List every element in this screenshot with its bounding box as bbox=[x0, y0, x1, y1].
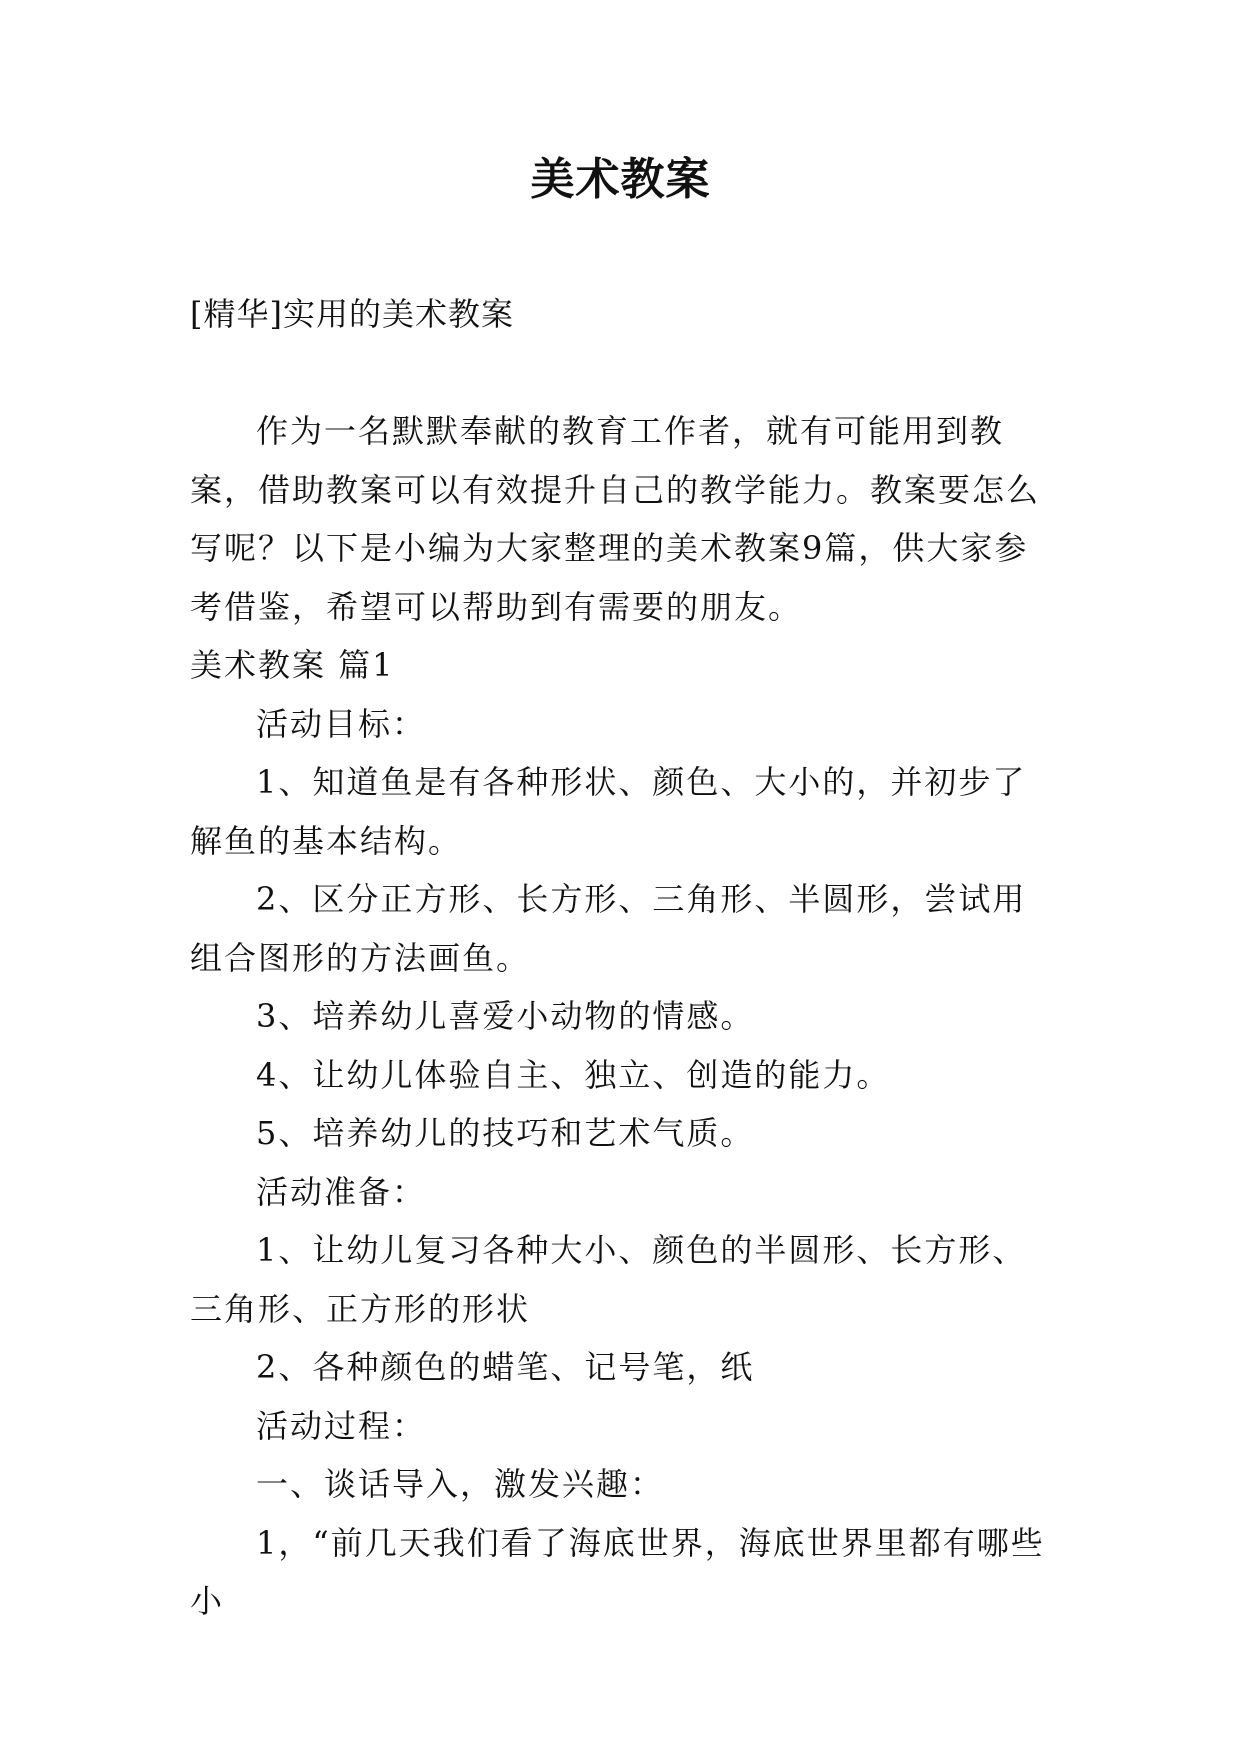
paragraph: 1、知道鱼是有各种形状、颜色、大小的，并初步了解鱼的基本结构。 bbox=[190, 763, 1027, 860]
paragraph: 2、各种颜色的蜡笔、记号笔，纸 bbox=[256, 1348, 755, 1386]
paragraph: 2、区分正方形、长方形、三角形、半圆形，尝试用组合图形的方法画鱼。 bbox=[190, 880, 1027, 977]
paragraph: 活动目标： bbox=[256, 704, 427, 743]
section-heading: 美术教案 篇1 bbox=[190, 646, 395, 684]
intro-paragraph: 作为一名默默奉献的教育工作者，就有可能用到教案，借助教案可以有效提升自己的教学能力。教案要怎么写呢？以下是小编为大家整理的美术教案9篇，供大家参考借鉴，希望可以帮助到有需要的朋友。 bbox=[190, 412, 1041, 626]
paragraph: 4、让幼儿体验自主、独立、创造的能力。 bbox=[256, 1055, 891, 1094]
document-subtitle: [精华]实用的美术教案 bbox=[190, 295, 514, 333]
paragraph: 活动准备： bbox=[256, 1172, 427, 1211]
paragraph: 1，“前几天我们看了海底世界，海底世界里都有哪些小 bbox=[190, 1523, 1045, 1620]
document-title: 美术教案 bbox=[530, 154, 711, 205]
paragraph: 3、培养幼儿喜爱小动物的情感。 bbox=[256, 997, 755, 1035]
paragraph: 5、培养幼儿的技巧和艺术气质。 bbox=[256, 1114, 755, 1152]
paragraph: 1、让幼儿复习各种大小、颜色的半圆形、长方形、三角形、正方形的形状 bbox=[190, 1231, 1027, 1328]
paragraph: 活动过程： bbox=[256, 1406, 427, 1445]
document-body bbox=[190, 402, 1050, 1631]
paragraph: 一、谈话导入，激发兴趣： bbox=[256, 1465, 665, 1503]
